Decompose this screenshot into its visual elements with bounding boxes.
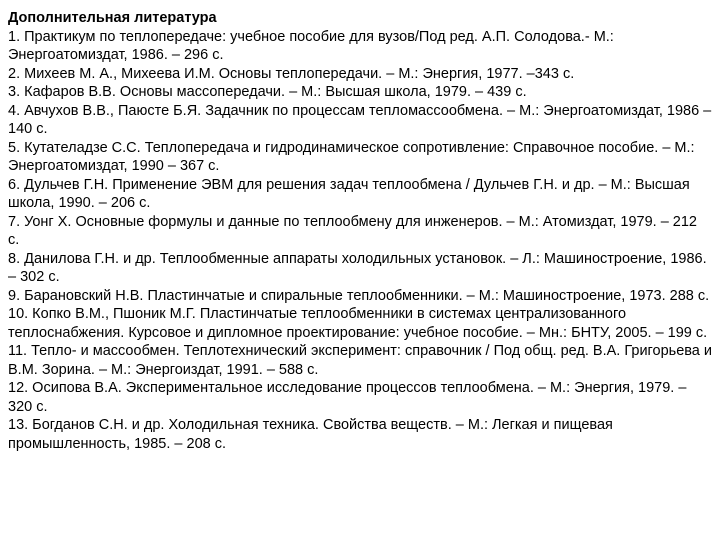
reference-item: 11. Тепло- и массообмен. Теплотехнический эксперимент: справочник / Под общ. ред. В.А. Григорьева и В.М. Зорина. – М.: Энергоиздат, 1991. – 588 с. xyxy=(8,343,713,378)
reference-item: 2. Михеев М. А., Михеева И.М. Основы теплопередачи. – М.: Энергия, 1977. –343 с. xyxy=(8,65,575,82)
reference-item: 10. Копко В.М., Пшоник М.Г. Пластинчатые теплообменники в системах централизованного теплоснабжения. Курсовое и дипломное проектирование: учебное пособие. – Мн.: БНТУ, 2005. – 199 с. xyxy=(8,306,708,341)
reference-item: 6. Дульчев Г.Н. Применение ЭВМ для решения задач теплообмена / Дульчев Г.Н. и др. – М.: Высшая школа, 1990. – 206 с. xyxy=(8,176,690,211)
reference-item: 8. Данилова Г.Н. и др. Теплообменные аппараты холодильных установок. – Л.: Машиностроение, 1986. – 302 с. xyxy=(8,250,707,285)
document-page xyxy=(8,9,712,453)
reference-list xyxy=(8,28,712,454)
page-title: Дополнительная литература xyxy=(8,10,217,26)
reference-item: 13. Богданов С.Н. и др. Холодильная техника. Свойства веществ. – М.: Легкая и пищевая промышленность, 1985. – 208 с. xyxy=(8,417,613,452)
reference-item: 5. Кутателадзе С.С. Теплопередача и гидродинамическое сопротивление: Справочное пособие. – М.: Энергоатомиздат, 1990 – 367 с. xyxy=(8,139,695,174)
reference-item: 3. Кафаров В.В. Основы массопередачи. – М.: Высшая школа, 1979. – 439 с. xyxy=(8,84,527,100)
reference-item: 9. Барановский Н.В. Пластинчатые и спиральные теплообменники. – М.: Машиностроение, 1973. 288 с. xyxy=(8,287,710,304)
reference-item: 4. Авчухов В.В., Паюсте Б.Я. Задачник по процессам тепломассообмена. – М.: Энергоатомиздат, 1986 – 140 с. xyxy=(8,102,712,137)
reference-item: 7. Уонг Х. Основные формулы и данные по теплообмену для инженеров. – М.: Атомиздат, 1979. – 212 с. xyxy=(8,213,697,248)
reference-item: 1. Практикум по теплопередаче: учебное пособие для вузов/Под ред. А.П. Солодова.- М.: Энергоатомиздат, 1986. – 296 с. xyxy=(8,28,614,63)
reference-item: 12. Осипова В.А. Экспериментальное исследование процессов теплообмена. – М.: Энергия, 1979. – 320 с. xyxy=(8,380,687,415)
